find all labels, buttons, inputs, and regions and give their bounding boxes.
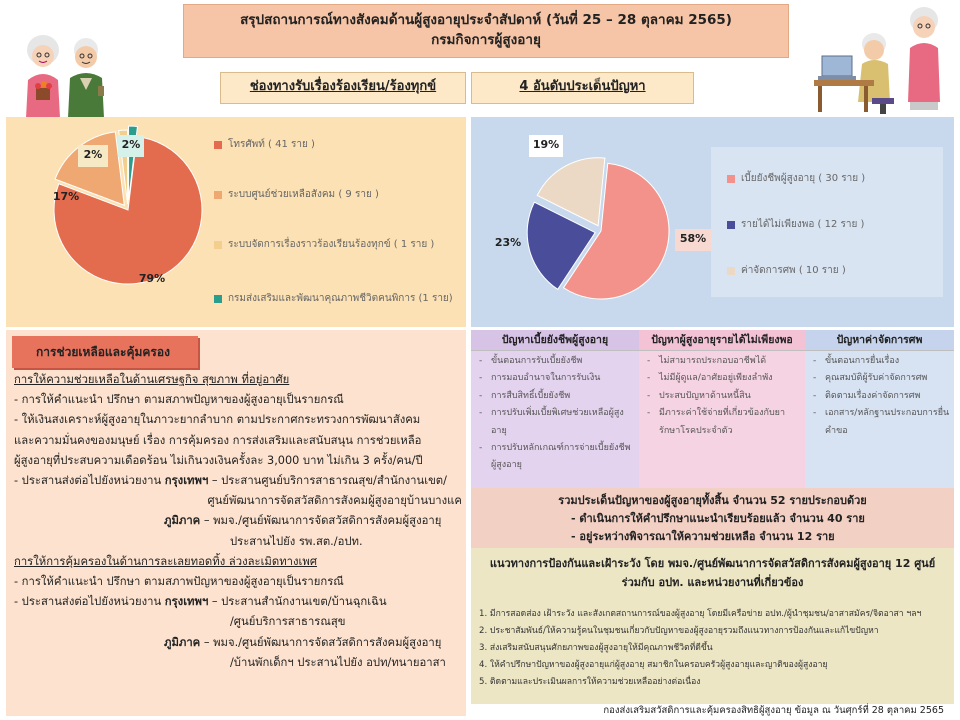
econ-item-3-pre: - ประสานส่งต่อไปยังหน่วยงาน bbox=[14, 474, 162, 488]
econ-item-4 bbox=[14, 511, 462, 531]
econ-item-2a: - ให้เงินสงเคราะห์ผู้สูงอายุในภาวะยากลำบาก ตามประกาศกระทรวงการพัฒนาสังคม bbox=[14, 413, 421, 427]
econ-item-4-bold: ภูมิภาค bbox=[164, 514, 201, 528]
econ-item-2c: ผู้สูงอายุที่ประสบความเดือดร้อน ไม่เกินวงเงินครั้งละ 3,000 บาท ไม่เกิน 3 ครั้ง/คน/ปี bbox=[14, 453, 423, 467]
legend-item bbox=[214, 137, 315, 152]
abuse-item-3-post: – พมจ./ศูนย์พัฒนาการจัดสวัสดิการสังคมผู้สูงอายุ bbox=[200, 635, 442, 649]
abuse-item-2-pre: - ประสานส่งต่อไปยังหน่วยงาน bbox=[14, 595, 162, 609]
list-item: 1. มีการสอดส่อง เฝ้าระวัง และสังเกตสถานการณ์ของผู้สูงอายุ โดยมีเครือข่าย อปท./ผู้นำชุมชน/อาสาสมัคร/จิตอาสา ฯลฯ bbox=[479, 609, 922, 619]
abuse-item-1: - การให้คำแนะนำ ปรึกษา ตามสภาพปัญหาของผู้สูงอายุเป็นรายกรณี bbox=[14, 575, 344, 589]
legend-swatch bbox=[214, 241, 222, 249]
prevention-title-line-2: ร่วมกับ อปท. และหน่วยงานที่เกี่ยวข้อง bbox=[621, 576, 804, 589]
legend-label: ระบบจัดการเรื่องราวร้องเรียนร้องทุกข์ ( 1 ราย ) bbox=[228, 239, 435, 250]
elderly-at-computer-illustration bbox=[812, 2, 954, 116]
abuse-item-3-bold: ภูมิภาค bbox=[164, 635, 201, 649]
pie-data-label: 2% bbox=[118, 135, 144, 157]
issues-col-income-header: ปัญหาผู้สูงอายุรายได้ไม่เพียงพอ bbox=[639, 330, 805, 351]
legend-label: รายได้ไม่เพียงพอ ( 12 ราย ) bbox=[741, 219, 865, 230]
legend-swatch bbox=[727, 175, 735, 183]
legend-label: โทรศัพท์ ( 41 ราย ) bbox=[228, 139, 315, 150]
abuse-item-2-bold: กรุงเทพฯ bbox=[164, 595, 209, 609]
pie-data-label: 19% bbox=[529, 135, 563, 157]
econ-item-3 bbox=[14, 471, 462, 491]
title-line-2: กรมกิจการผู้สูงอายุ bbox=[431, 32, 541, 48]
elderly-couple-illustration bbox=[8, 28, 118, 120]
list-item: - ไม่สามารถประกอบอาชีพได้ bbox=[659, 353, 801, 370]
assistance-text bbox=[14, 370, 462, 673]
pie-data-label: 17% bbox=[52, 190, 80, 203]
list-item: - การปรับหลักเกณฑ์การจ่ายเบี้ยยังชีพผู้สูงอายุ bbox=[491, 440, 635, 475]
page-title bbox=[183, 4, 789, 58]
prevention-list bbox=[479, 606, 949, 691]
econ-item-1: - การให้คำแนะนำ ปรึกษา ตามสภาพปัญหาของผู้สูงอายุเป็นรายกรณี bbox=[14, 393, 344, 407]
issues-table bbox=[471, 330, 954, 488]
abuse-item-2 bbox=[14, 592, 462, 612]
pie-data-label: 79% bbox=[138, 272, 166, 285]
pie-data-label: 23% bbox=[494, 236, 522, 249]
pie-data-label: 2% bbox=[78, 145, 108, 167]
legend-item bbox=[727, 217, 864, 232]
list-item: 4. ให้คำปรึกษาปัญหาของผู้สูงอายุแก่ผู้สูงอายุ สมาชิกในครอบครัวผู้สูงอายุและญาติของผู้สูงอายุ bbox=[479, 660, 828, 670]
econ-item-4b: ประสานไปยัง รพ.สต./อปท. bbox=[230, 534, 363, 548]
channels-chart-panel bbox=[6, 117, 466, 327]
issues-col-funeral-header: ปัญหาค่าจัดการศพ bbox=[805, 330, 954, 351]
summary-box bbox=[471, 488, 954, 548]
list-item: - มีภาระค่าใช้จ่ายที่เกี่ยวข้องกับยารักษาโรคประจำตัว bbox=[659, 405, 801, 440]
issues-col-income-list bbox=[639, 353, 805, 440]
legend-item bbox=[727, 263, 846, 278]
list-item: - ขั้นตอนการยื่นเรื่อง bbox=[825, 353, 950, 370]
summary-line-1: รวมประเด็นปัญหาของผู้สูงอายุทั้งสิ้น จำนวน 52 รายประกอบด้วย bbox=[558, 494, 867, 507]
legend-swatch bbox=[727, 267, 735, 275]
list-item: - การสืบสิทธิ์เบี้ยยังชีพ bbox=[491, 388, 635, 405]
issues-chart-panel bbox=[471, 117, 954, 327]
assistance-heading: การช่วยเหลือและคุ้มครอง bbox=[12, 336, 198, 368]
abuse-item-2b: /ศูนย์บริการสาธารณสุข bbox=[230, 615, 346, 629]
legend-item bbox=[214, 291, 453, 306]
list-item: - การปรับเพิ่มเบี้ยพิเศษช่วยเหลือผู้สูงอายุ bbox=[491, 405, 635, 440]
title-line-1: สรุปสถานการณ์ทางสังคมด้านผู้สูงอายุประจำสัปดาห์ (วันที่ 25 – 28 ตุลาคม 2565) bbox=[240, 12, 732, 28]
econ-item-3-post: – ประสานศูนย์บริการสาธารณสุข/สำนักงานเขต/ bbox=[208, 474, 447, 488]
abuse-item-3b: /บ้านพักเด็กฯ ประสานไปยัง อปท/ทนายอาสา bbox=[230, 655, 446, 669]
list-item: 2. ประชาสัมพันธ์/ให้ความรู้คนในชุมชนเกี่ยวกับปัญหาของผู้สูงอายุรวมถึงแนวทางการป้องกันและแก้ไขปัญหา bbox=[479, 626, 879, 636]
abuse-title: การให้การคุ้มครองในด้านการละเลยทอดทิ้ง ล่วงละเมิดทางเพศ bbox=[14, 554, 318, 568]
summary-line-2: - ดำเนินการให้คำปรึกษาแนะนำเรียบร้อยแล้ว จำนวน 40 ราย bbox=[571, 512, 865, 525]
abuse-item-3 bbox=[14, 633, 462, 653]
list-item: 3. ส่งเสริมสนับสนุนศักยภาพของผู้สูงอายุให้มีคุณภาพชีวิตที่ดีขึ้น bbox=[479, 643, 713, 653]
list-item: - การมอบอำนาจในการรับเงิน bbox=[491, 370, 635, 387]
legend-label: กรมส่งเสริมและพัฒนาคุณภาพชีวิตคนพิการ (1 ราย) bbox=[228, 293, 453, 304]
legend-label: ระบบศูนย์ช่วยเหลือสังคม ( 9 ราย ) bbox=[228, 189, 379, 200]
issues-col-allowance-list bbox=[471, 353, 639, 475]
econ-item-4-post: – พมจ./ศูนย์พัฒนาการจัดสวัสดิการสังคมผู้สูงอายุ bbox=[200, 514, 442, 528]
prevention-title bbox=[471, 554, 954, 592]
list-item: - ติดตามเรื่องค่าจัดการศพ bbox=[825, 388, 950, 405]
legend-label: ค่าจัดการศพ ( 10 ราย ) bbox=[741, 265, 846, 276]
legend-item bbox=[214, 237, 434, 252]
list-item: - ไม่มีผู้ดูแล/อาศัยอยู่เพียงลำพัง bbox=[659, 370, 801, 387]
top-issues-label: 4 อันดับประเด็นปัญหา bbox=[471, 72, 694, 104]
list-item: - ขั้นตอนการรับเบี้ยยังชีพ bbox=[491, 353, 635, 370]
assistance-panel bbox=[6, 330, 466, 716]
list-item: - ประสบปัญหาด้านหนี้สิน bbox=[659, 388, 801, 405]
summary-line-3: - อยู่ระหว่างพิจารณาให้ความช่วยเหลือ จำนวน 12 ราย bbox=[571, 530, 835, 543]
issues-pie-chart bbox=[471, 117, 711, 327]
channels-label: ช่องทางรับเรื่องร้องเรียน/ร้องทุกข์ bbox=[220, 72, 466, 104]
legend-item bbox=[214, 187, 379, 202]
list-item: 5. ติดตามและประเมินผลการให้ความช่วยเหลืออย่างต่อเนื่อง bbox=[479, 677, 701, 687]
issues-col-income bbox=[639, 330, 805, 488]
issues-col-allowance bbox=[471, 330, 639, 488]
prevention-title-line-1: แนวทางการป้องกันและเฝ้าระวัง โดย พมจ./ศูนย์พัฒนาการจัดสวัสดิการสังคมผู้สูงอายุ 12 ศูนย์ bbox=[489, 557, 936, 570]
prevention-box bbox=[471, 548, 954, 704]
issues-col-funeral-list bbox=[805, 353, 954, 440]
list-item: - เอกสาร/หลักฐานประกอบการยื่นคำขอ bbox=[825, 405, 950, 440]
legend-item bbox=[727, 171, 865, 186]
legend-swatch bbox=[214, 141, 222, 149]
econ-item-3-bold: กรุงเทพฯ bbox=[164, 474, 209, 488]
econ-item-3b: ศูนย์พัฒนาการจัดสวัสดิการสังคมผู้สูงอายุบ้านบางแค bbox=[207, 494, 462, 508]
legend-swatch bbox=[727, 221, 735, 229]
legend-swatch bbox=[214, 191, 222, 199]
list-item: - คุณสมบัติผู้รับค่าจัดการศพ bbox=[825, 370, 950, 387]
legend-swatch bbox=[214, 295, 222, 303]
issues-col-funeral bbox=[805, 330, 954, 488]
econ-title: การให้ความช่วยเหลือในด้านเศรษฐกิจ สุขภาพ ที่อยู่อาศัย bbox=[14, 373, 290, 386]
issues-col-allowance-header: ปัญหาเบี้ยยังชีพผู้สูงอายุ bbox=[471, 330, 639, 351]
footer-source: กองส่งเสริมสวัสดิการและคุ้มครองสิทธิผู้สูงอายุ ข้อมูล ณ วันศุกร์ที่ 28 ตุลาคม 2565 bbox=[603, 705, 944, 716]
pie-data-label: 58% bbox=[675, 229, 711, 251]
econ-item-2b: และความมั่นคงของมนุษย์ เรื่อง การคุ้มครอง การส่งเสริมและสนับสนุน การช่วยเหลือ bbox=[14, 433, 422, 447]
abuse-item-2-post: – ประสานสำนักงานเขต/บ้านฉุกเฉิน bbox=[208, 595, 387, 609]
legend-label: เบี้ยยังชีพผู้สูงอายุ ( 30 ราย ) bbox=[741, 173, 866, 184]
